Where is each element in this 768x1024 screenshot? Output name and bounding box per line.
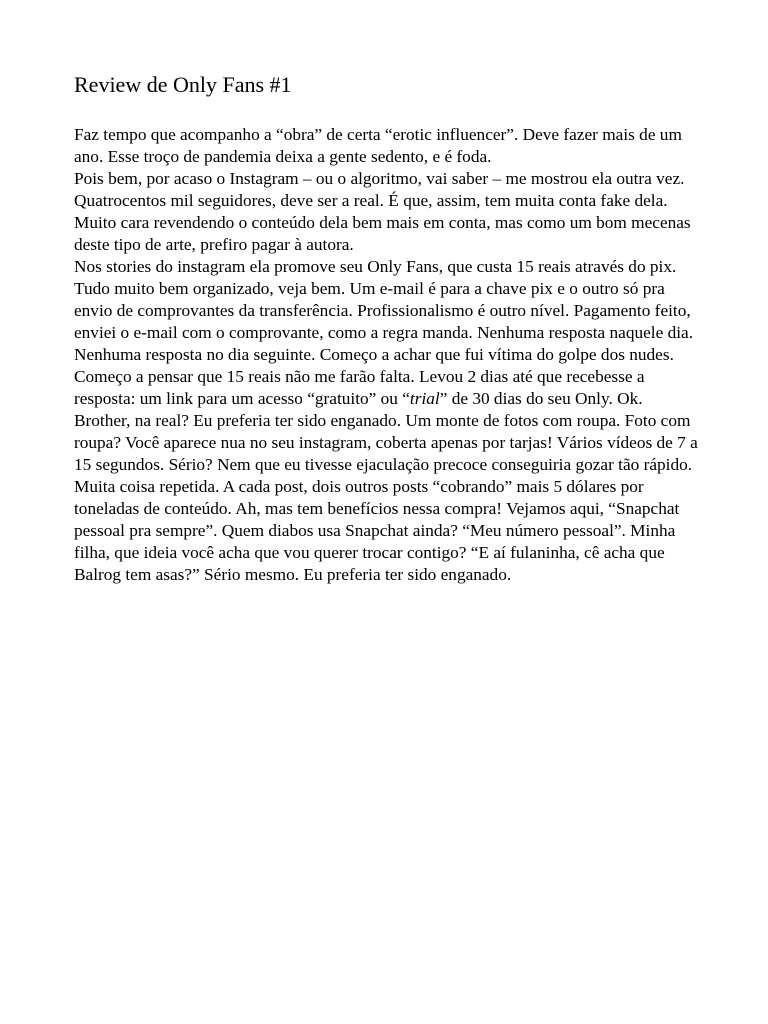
paragraph-3-text-end: ” de 30 dias do seu Only. Ok.: [439, 389, 643, 408]
paragraph-3: [74, 256, 699, 410]
paragraph-1: Faz tempo que acompanho a “obra” de certa “erotic influencer”. Deve fazer mais de um ano. Esse troço de pandemia deixa a gente sedento, e é foda.: [74, 125, 682, 166]
paragraph-4: Brother, na real? Eu preferia ter sido enganado. Um monte de fotos com roupa. Foto com roupa? Você aparece nua no seu instagram, coberta apenas por tarjas! Vários vídeos de 7 a 15 segundos. Sério? Nem que eu tivesse ejaculação precoce conseguiria gozar tão rápido. Muita coisa repetida. A cada post, dois outros posts “cobrando” mais 5 dólares por toneladas de conteúdo. Ah, mas tem benefícios nessa compra! Vejamos aqui, “Snapchat pessoal pra sempre”. Quem diabos usa Snapchat ainda? “Meu número pessoal”. Minha filha, que ideia você acha que vou querer trocar contigo? “E aí fulaninha, cê acha que Balrog tem asas?” Sério mesmo. Eu preferia ter sido enganado.: [74, 411, 698, 584]
page-title: Review de Only Fans #1: [74, 72, 292, 97]
paragraph-3-italic-term: trial: [409, 389, 440, 408]
document-content: [74, 70, 699, 586]
paragraph-3-text-start: Nos stories do instagram ela promove seu Only Fans, que custa 15 reais através do pix. Tudo muito bem organizado, veja bem. Um e-mail é para a chave pix e o outro só pra envio de comprovantes da transferência. Profissionalismo é outro nível. Pagamento feito, enviei o e-mail com o comprovante, como a regra manda. Nenhuma resposta naquele dia. Nenhuma resposta no dia seguinte. Começo a achar que fui vítima do golpe dos nudes. Começo a pensar que 15 reais não me farão falta. Levou 2 dias até que recebesse a resposta: um link para um acesso “gratuito” ou “: [74, 257, 694, 408]
paragraph-2: Pois bem, por acaso o Instagram – ou o algoritmo, vai saber – me mostrou ela outra vez. Quatrocentos mil seguidores, deve ser a real. É que, assim, tem muita conta fake dela. Muito cara revendendo o conteúdo dela bem mais em conta, mas como um bom mecenas deste tipo de arte, prefiro pagar à autora.: [74, 169, 691, 254]
